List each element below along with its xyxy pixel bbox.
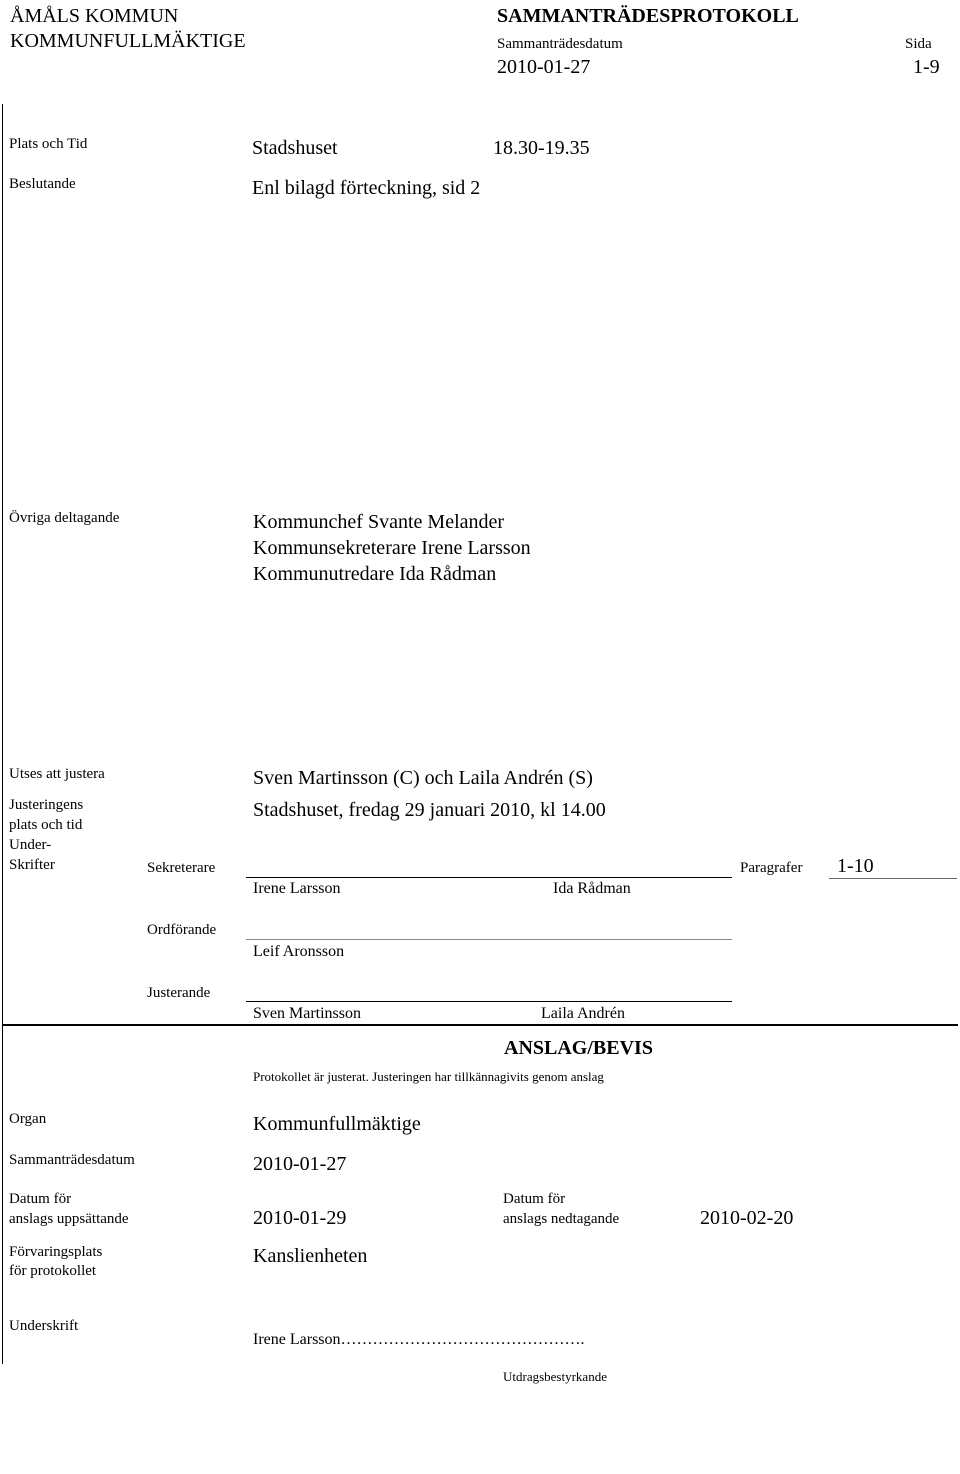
secretary-signature-line bbox=[246, 877, 732, 878]
chair-label: Ordförande bbox=[147, 922, 217, 938]
chair-name: Leif Aronsson bbox=[253, 943, 345, 960]
header-page-label: Sida bbox=[905, 36, 932, 52]
adjustment-place-label: plats och tid bbox=[9, 817, 83, 833]
paragraphs-label: Paragrafer bbox=[740, 860, 803, 876]
header-page-value: 1-9 bbox=[913, 56, 940, 78]
time-value: 18.30-19.35 bbox=[493, 137, 590, 159]
paragraphs-underline bbox=[829, 878, 957, 879]
appointed-label: Utses att justera bbox=[9, 766, 105, 782]
secretary-name: Ida Rådman bbox=[553, 880, 631, 897]
others-label: Övriga deltagande bbox=[9, 510, 120, 526]
others-item: Kommunutredare Ida Rådman bbox=[253, 563, 497, 585]
removed-date-label: anslags nedtagande bbox=[503, 1211, 620, 1227]
storage-label: Förvaringsplats bbox=[9, 1244, 103, 1260]
notice-text: Protokollet är justerat. Justeringen har tillkännagivits genom anslag bbox=[253, 1069, 604, 1084]
adjustment-place-label: Justeringens bbox=[9, 797, 84, 813]
paragraphs-value: 1-10 bbox=[837, 855, 874, 877]
place-time-label: Plats och Tid bbox=[9, 136, 88, 152]
signature-label: Underskrift bbox=[9, 1318, 79, 1334]
storage-label: för protokollet bbox=[9, 1263, 97, 1279]
header-date-value: 2010-01-27 bbox=[497, 56, 591, 78]
left-border bbox=[2, 104, 3, 1364]
place-value: Stadshuset bbox=[252, 137, 338, 159]
document-title: SAMMANTRÄDESPROTOKOLL bbox=[497, 5, 799, 27]
adjuster-name: Laila Andrén bbox=[541, 1005, 625, 1022]
chair-signature-line bbox=[246, 939, 732, 940]
adjuster-signature-line bbox=[246, 1001, 732, 1002]
storage-value: Kanslienheten bbox=[253, 1245, 368, 1267]
deciding-value: Enl bilagd förteckning, sid 2 bbox=[252, 177, 481, 199]
municipality-name: ÅMÅLS KOMMUN bbox=[10, 5, 179, 27]
posted-date-label: Datum för bbox=[9, 1191, 72, 1207]
secretary-label: Sekreterare bbox=[147, 860, 216, 876]
meeting-date-label: Sammanträdesdatum bbox=[9, 1152, 135, 1168]
secretary-name: Irene Larsson bbox=[253, 880, 341, 897]
adjuster-label: Justerande bbox=[147, 985, 211, 1001]
adjustment-place-value: Stadshuset, fredag 29 januari 2010, kl 14.00 bbox=[253, 799, 606, 821]
organ-label: Organ bbox=[9, 1111, 47, 1127]
posted-date-value: 2010-01-29 bbox=[253, 1207, 347, 1229]
signature-value: Irene Larsson………………………………………. bbox=[253, 1331, 585, 1348]
header-date-label: Sammanträdesdatum bbox=[497, 36, 623, 52]
others-item: Kommunchef Svante Melander bbox=[253, 511, 505, 533]
posted-date-label: anslags uppsättande bbox=[9, 1211, 129, 1227]
removed-date-label: Datum för bbox=[503, 1191, 566, 1207]
adjuster-name: Sven Martinsson bbox=[253, 1005, 361, 1022]
signatures-label: Skrifter bbox=[9, 857, 55, 873]
others-item: Kommunsekreterare Irene Larsson bbox=[253, 537, 531, 559]
section-divider bbox=[2, 1024, 958, 1026]
notice-title: ANSLAG/BEVIS bbox=[504, 1037, 653, 1059]
meeting-date-value: 2010-01-27 bbox=[253, 1153, 347, 1175]
certification-label: Utdragsbestyrkande bbox=[503, 1369, 607, 1384]
organ-value: Kommunfullmäktige bbox=[253, 1113, 421, 1135]
appointed-value: Sven Martinsson (C) och Laila Andrén (S) bbox=[253, 767, 593, 789]
signatures-label: Under- bbox=[9, 837, 52, 853]
council-name: KOMMUNFULLMÄKTIGE bbox=[10, 30, 246, 52]
deciding-label: Beslutande bbox=[9, 176, 76, 192]
removed-date-value: 2010-02-20 bbox=[700, 1207, 794, 1229]
